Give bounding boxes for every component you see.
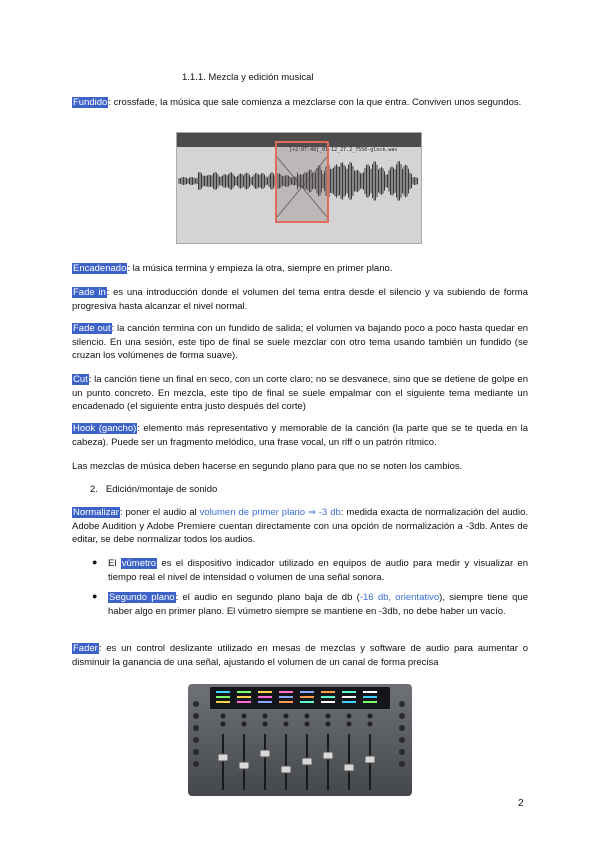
bullet-dot: ● xyxy=(92,591,98,601)
term-fader: Fader xyxy=(73,643,98,654)
bullet-dot: ● xyxy=(92,557,98,567)
paragraph-normalizar: Normalizar: poner el audio al volumen de primer plano ⇒ -3 db: medida exacta de normalización del audio. Adobe Audition y Adobe Premiere cuentan directamente con una opción de normalización a -3db. Antes de editar, se debe normalizar todos los audios. xyxy=(72,507,528,545)
paragraph-mezclas: Las mezclas de música deben hacerse en segundo plano para que no se noten los cambios. xyxy=(72,461,463,472)
term-vumetro: vúmetro xyxy=(121,558,157,569)
term-hook: Hook (gancho) xyxy=(73,423,137,434)
bullet-segundo-plano: Segundo plano: el audio en segundo plano baja de db (-16 db, orientativo), siempre tiene que haber algo en primer plano. El vúmetro siempre se mantiene en -3db, no debe haber un vacío. xyxy=(108,592,529,617)
segundo-plano-level-text: -16 db, orientativo xyxy=(359,592,440,603)
section-2-heading: 2. Edición/montaje de sonido xyxy=(90,484,218,495)
paragraph-encadenado: Encadenado: la música termina y empieza la otra, siempre en primer plano. xyxy=(73,263,393,274)
paragraph-hook: Hook (gancho): elemento más representativo y memorable de la canción (la parte que se te queda en la cabeza). Puede ser un fragmento melódico, una frase vocal, un riff o un patrón rítmico. xyxy=(72,423,528,448)
paragraph-fade-out: Fade out: la canción termina con un fundido de salida; el volumen va bajando poco a poco hasta quedar en silencio. En una sesión, este tipo de final se suele mezclar con otro tema usando también un fundido (se cruzan los volúmenes de forma suave). xyxy=(72,323,529,361)
section-heading: 1.1.1. Mezcla y edición musical xyxy=(182,72,314,83)
term-encadenado: Encadenado xyxy=(73,263,127,274)
bullet-vumetro: El vúmetro es el dispositivo indicador utilizado en equipos de audio para medir y visualizar en tiempo real el nivel de intensidad o volumen de una señal sonora. xyxy=(108,558,528,583)
paragraph-fade-in: Fade in: es una introducción donde el volumen del tema entra desde el silencio y va subiendo de forma progresiva hasta alcanzar el nivel normal. xyxy=(72,287,528,312)
term-fundido: Fundido xyxy=(73,97,108,108)
page-number: 2 xyxy=(518,798,524,809)
term-normalizar: Normalizar xyxy=(73,507,119,518)
paragraph-fundido: Fundido: crossfade, la música que sale comienza a mezclarse con la que entra. Conviven unos segundos. xyxy=(73,97,522,108)
term-cut: Cut xyxy=(73,374,88,385)
term-fade-out: Fade out xyxy=(73,323,111,334)
waveform-clip-label: [+2:07:48]_01-12_27.2_7550-glock.wav xyxy=(289,147,398,153)
waveform-crossfade-image xyxy=(176,132,422,244)
crossfade-selection-box xyxy=(275,141,329,223)
paragraph-fader: Fader: es un control deslizante utilizado en mesas de mezclas y software de audio para aumentar o disminuir la ganancia de una señal, ajustando el volumen de un canal de forma precisa xyxy=(72,643,528,668)
term-segundo-plano: Segundo plano xyxy=(109,592,175,603)
term-fade-in: Fade in xyxy=(73,287,106,298)
normalizar-level-text: volumen de primer plano ⇒ -3 db xyxy=(199,507,341,518)
paragraph-cut: Cut: la canción tiene un final en seco, con un corte claro; no se desvanece, sino que se detiene de golpe en un punto concreto. En mezcla, este tipo de final se suele empalmar con el siguiente tema mediante un encadenado (el siguiente entra justo después del corte) xyxy=(72,374,528,412)
mixing-console-image xyxy=(188,684,412,796)
